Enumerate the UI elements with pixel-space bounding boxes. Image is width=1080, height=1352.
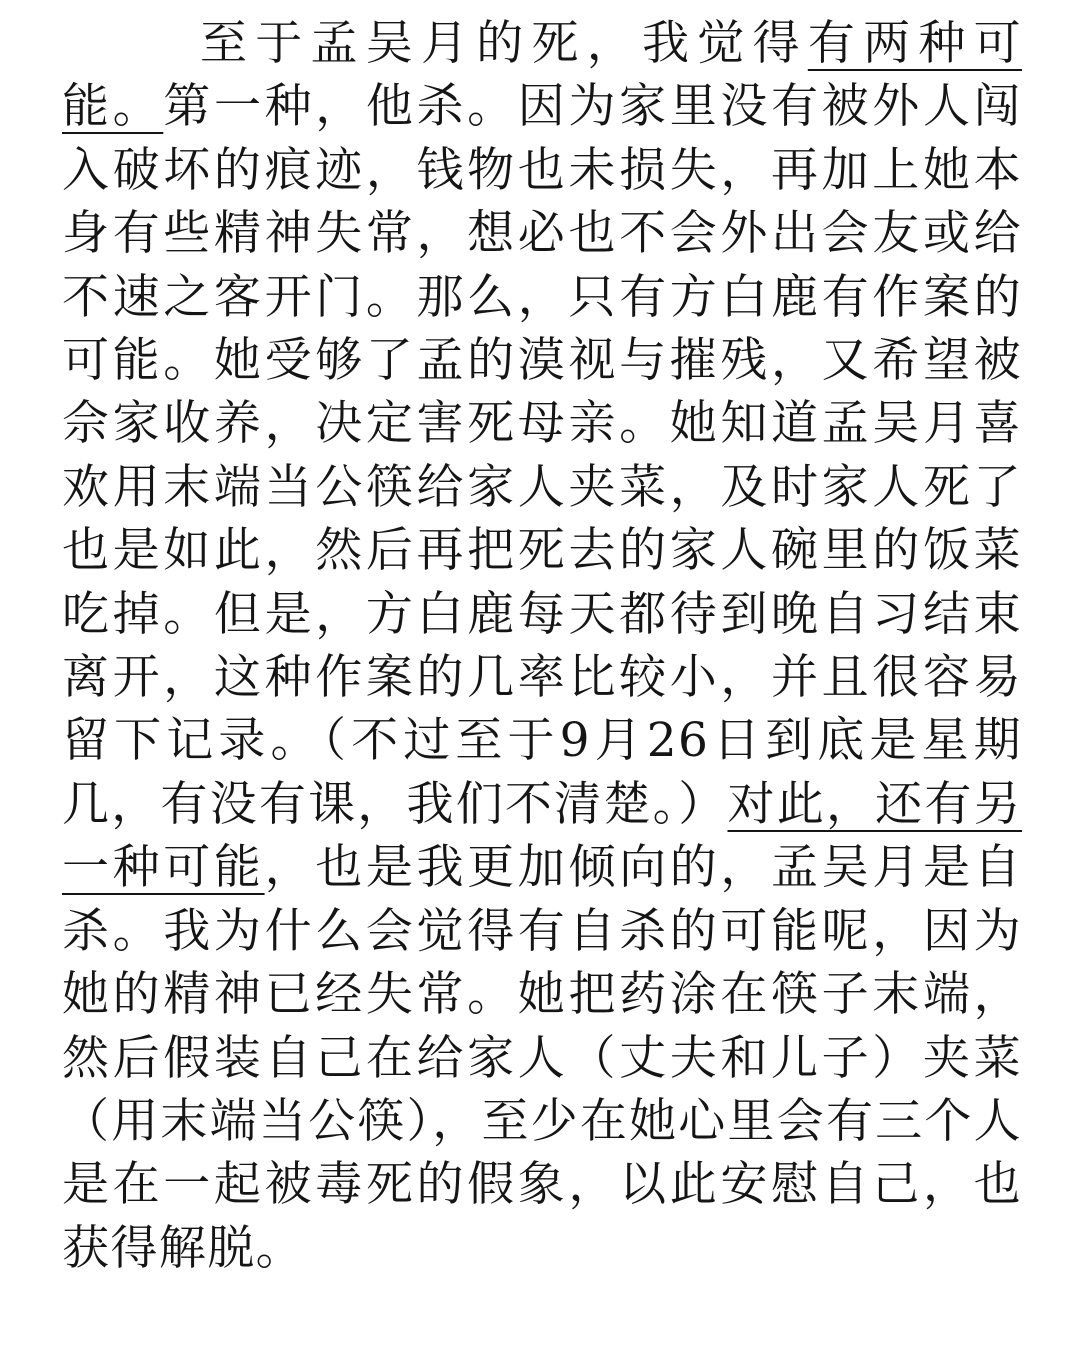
text-segment-homicide-theory: 第一种，他杀。因为家里没有被外人闯入破坏的痕迹，钱物也未损失，再加上她本身有些精神失常，想必也不会外出会友或给不速之客开门。那么，只有方白鹿有作案的可能。她受够了孟的漠视与摧残，又希望被佘家收养，决定害死母亲。她知道孟吴月喜欢用末端当公筷给家人夹菜，及时家人死了也是如此，然后再把死去的家人碗里的饭菜吃掉。但是，方白鹿每天都待到晚自习结束离开，这种作案的几率比较小，并且很容易留下记录。（不过至于9月26日到底是星期几，有没有课，我们不清楚。） xyxy=(62,79,1022,832)
note-paragraph xyxy=(62,12,1022,1280)
underlined-phrase-two-possibilities: 有两种可能。 xyxy=(62,16,1022,135)
text-segment-intro: 至于孟吴月的死，我觉得 xyxy=(200,16,808,71)
text-segment-suicide-theory: ，也是我更加倾向的，孟吴月是自杀。我为什么会觉得有自杀的可能呢，因为她的精神已经失常。她把药涂在筷子末端，然后假装自己在给家人（丈夫和儿子）夹菜（用末端当公筷），至少在她心里会有三个人是在一起被毒死的假象，以此安慰自己，也获得解脱。 xyxy=(62,840,1022,1276)
underlined-phrase-another-possibility: 对此，还有另一种可能 xyxy=(62,776,1022,896)
